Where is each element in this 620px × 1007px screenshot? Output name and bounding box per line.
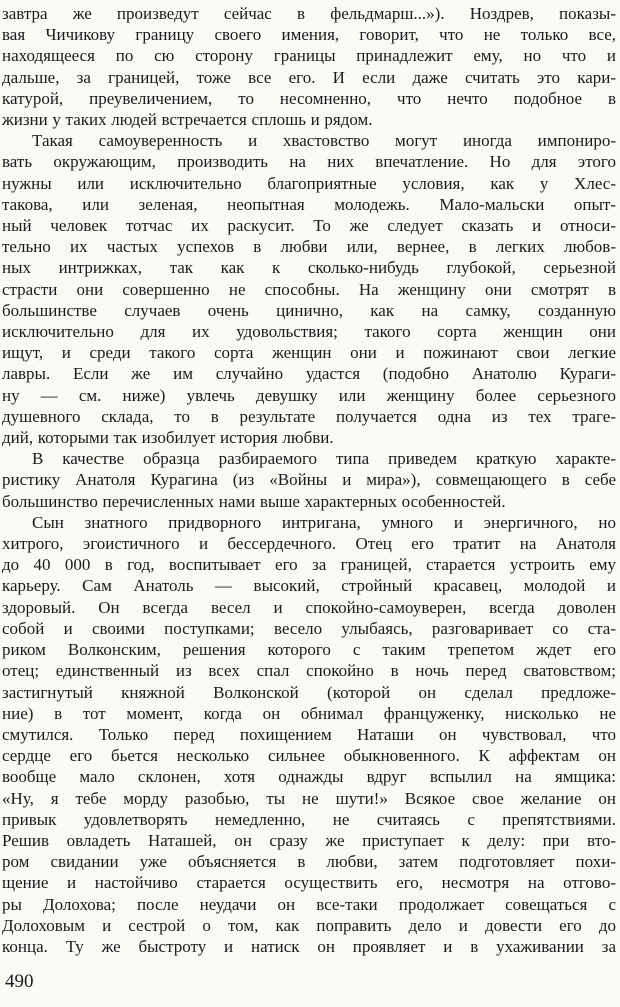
text-line: ристику Анатоля Курагина (из «Войны и мира»), совмещающего в себе [2, 470, 616, 490]
text-line: до 40 000 в год, воспитывает его за границей, старается устроить ему [2, 555, 616, 575]
text-line: дальше, за границей, тоже все его. И если даже считать это кари- [2, 67, 616, 87]
text-line: ищут, и среди такого сорта женщин они и пожинают свои легкие [2, 343, 616, 363]
text-line: «Ну, я тебе морду разобью, ты не шути!» Всякое свое желание он [2, 788, 616, 808]
text-line: дий, которыми так изобилует история любви. [2, 428, 334, 448]
text-line: Долоховым и сестрой о том, как поправить дело и довести его до [2, 915, 616, 935]
text-block [2, 3, 616, 957]
text-line: привык удовлетворять немедленно, не считаясь с препятствиями. [2, 809, 616, 829]
text-line: лавры. Если же им случайно удастся (подобно Анатолю Кураги- [2, 364, 616, 384]
text-line: отец; единственный из всех спал спокойно в ночь перед сватовством; [2, 661, 616, 681]
text-line: риком Волконским, решения которого с таким трепетом ждет его [2, 640, 616, 660]
text-line: тельно их частых успехов в любви или, вернее, в легких любов- [2, 237, 616, 257]
text-line: хитрого, эгоистичного и бессердечного. Отец его тратит на Анатоля [2, 534, 616, 554]
text-line: вообще мало склонен, хотя однажды вдруг вспылил на ямщика: [2, 767, 616, 787]
text-line: Сын знатного придворного интригана, умного и энергичного, но [32, 512, 616, 532]
text-line: душевного склада, то в результате получается одна из тех траге- [2, 406, 616, 426]
text-line: ние) в тот момент, когда он обнимал француженку, нисколько не [2, 703, 616, 723]
page-number: 490 [5, 971, 34, 993]
text-line: ну — см. ниже) увлечь девушку или женщину более серьезного [2, 385, 616, 405]
text-line: катурой, преувеличением, то несомненно, что нечто подобное в [2, 88, 616, 108]
text-line: собой и своими поступками; весело улыбаясь, разговаривает со ста- [2, 618, 616, 638]
text-line: смутился. Только перед похищением Наташи он чувствовал, что [2, 724, 616, 744]
text-line: сердце его бьется несколько сильнее обыкновенного. К аффектам он [2, 746, 616, 766]
text-line: находящееся по сю сторону границы принадлежит ему, но что и [2, 46, 616, 66]
text-line: завтра же произведут сейчас в фельдмарш...»). Ноздрев, показы- [2, 4, 616, 23]
text-line: нужны или исключительно благоприятные условия, как у Хлес- [2, 173, 616, 193]
text-line: страсти они совершенно не способны. На женщину они смотрят в [2, 279, 616, 299]
text-line: Такая самоуверенность и хвастовство могут иногда импониро- [32, 131, 616, 151]
text-line: здоровый. Он всегда весел и спокойно-самоуверен, всегда доволен [2, 597, 616, 617]
text-line: вать окружающим, производить на них впечатление. Но для этого [2, 152, 616, 172]
text-line: такова, или зеленая, неопытная молодежь. Мало-мальски опыт- [2, 194, 616, 214]
text-line: ры Долохова; после неудачи он все-таки продолжает совещаться с [2, 894, 616, 914]
text-line: большинстве случаев очень цинично, как на самку, созданную [2, 300, 616, 320]
text-line: большинство перечисленных нами выше характерных особенностей. [2, 491, 506, 511]
text-line: щение и настойчиво старается осуществить его, несмотря на отгово- [2, 873, 616, 893]
text-line: конца. Ту же быстроту и натиск он проявляет и в ухаживании за [2, 936, 616, 956]
text-line: ный человек тотчас их раскусит. То же следует сказать и относи- [2, 216, 616, 236]
text-line: карьеру. Сам Анатоль — высокий, стройный красавец, молодой и [2, 576, 616, 596]
text-line: Решив овладеть Наташей, он сразу же приступает к делу: при вто- [2, 830, 616, 850]
text-line: ных интрижках, так как к сколько-нибудь глубокой, серьезной [2, 258, 616, 278]
text-line: В качестве образца разбираемого типа приведем краткую характе- [32, 449, 616, 469]
text-line: жизни у таких людей встречается сплошь и рядом. [2, 110, 373, 130]
text-line: исключительно для их удовольствия; такого сорта женщин они [2, 322, 616, 342]
text-line: застигнутый княжной Волконской (которой он сделал предложе- [2, 682, 616, 702]
text-line: вая Чичикову границу своего имения, говорит, что не только все, [2, 25, 616, 45]
text-line: ром свидании уже объясняется в любви, затем подготовляет похи- [2, 852, 616, 872]
